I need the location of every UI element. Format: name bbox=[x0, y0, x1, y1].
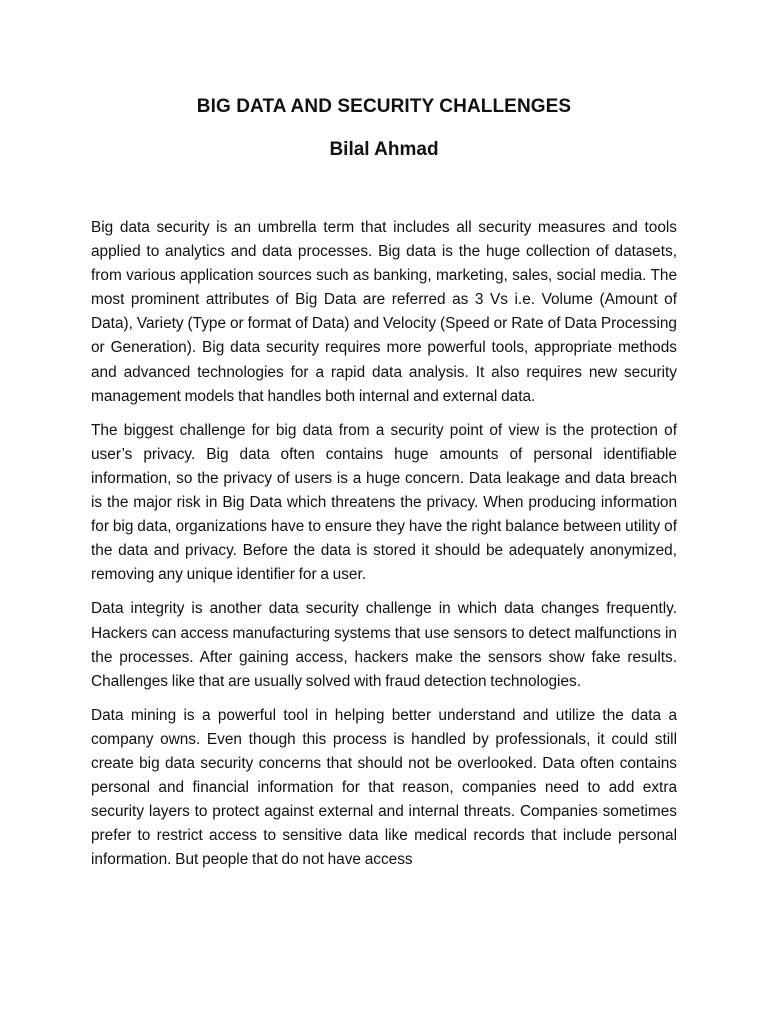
paragraph-1: Big data security is an umbrella term that includes all security measures and tools applied to analytics and data processes. Big data is the huge collection of datasets, from various application sources such as banking, marketing, sales, social media. The most prominent attributes of Big Data are referred as 3 Vs i.e. Volume (Amount of Data), Variety (Type or format of Data) and Velocity (Speed or Rate of Data Processing or Generation). Big data security requires more powerful tools, appropriate methods and advanced technologies for a rapid data analysis. It also requires new security management models that handles both internal and external data. bbox=[91, 219, 677, 405]
document-body bbox=[91, 216, 677, 882]
document-author: Bilal Ahmad bbox=[329, 139, 439, 160]
document-title: BIG DATA AND SECURITY CHALLENGES bbox=[196, 96, 572, 117]
paragraph-2: The biggest challenge for big data from a security point of view is the protection of user’s privacy. Big data often contains huge amounts of personal identifiable information, so the privacy of users is a huge concern. Data leakage and data breach is the major risk in Big Data which threatens the privacy. When producing information for big data, organizations have to ensure they have the right balance between utility of the data and privacy. Before the data is stored it should be adequately anonymized, removing any unique identifier for a user. bbox=[91, 421, 677, 584]
paragraph-4: Data mining is a powerful tool in helping better understand and utilize the data a company owns. Even though this process is handled by professionals, it could still create big data security concerns that should not be overlooked. Data often contains personal and financial information for that reason, companies need to add extra security layers to protect against external and internal threats. Companies sometimes prefer to restrict access to sensitive data like medical records that include personal information. But people that do not have access bbox=[91, 706, 677, 869]
paragraph-3: Data integrity is another data security challenge in which data changes frequently. Hackers can access manufacturing systems that use sensors to detect malfunctions in the processes. After gaining access, hackers make the sensors show fake results. Challenges like that are usually solved with fraud detection technologies. bbox=[91, 600, 677, 690]
